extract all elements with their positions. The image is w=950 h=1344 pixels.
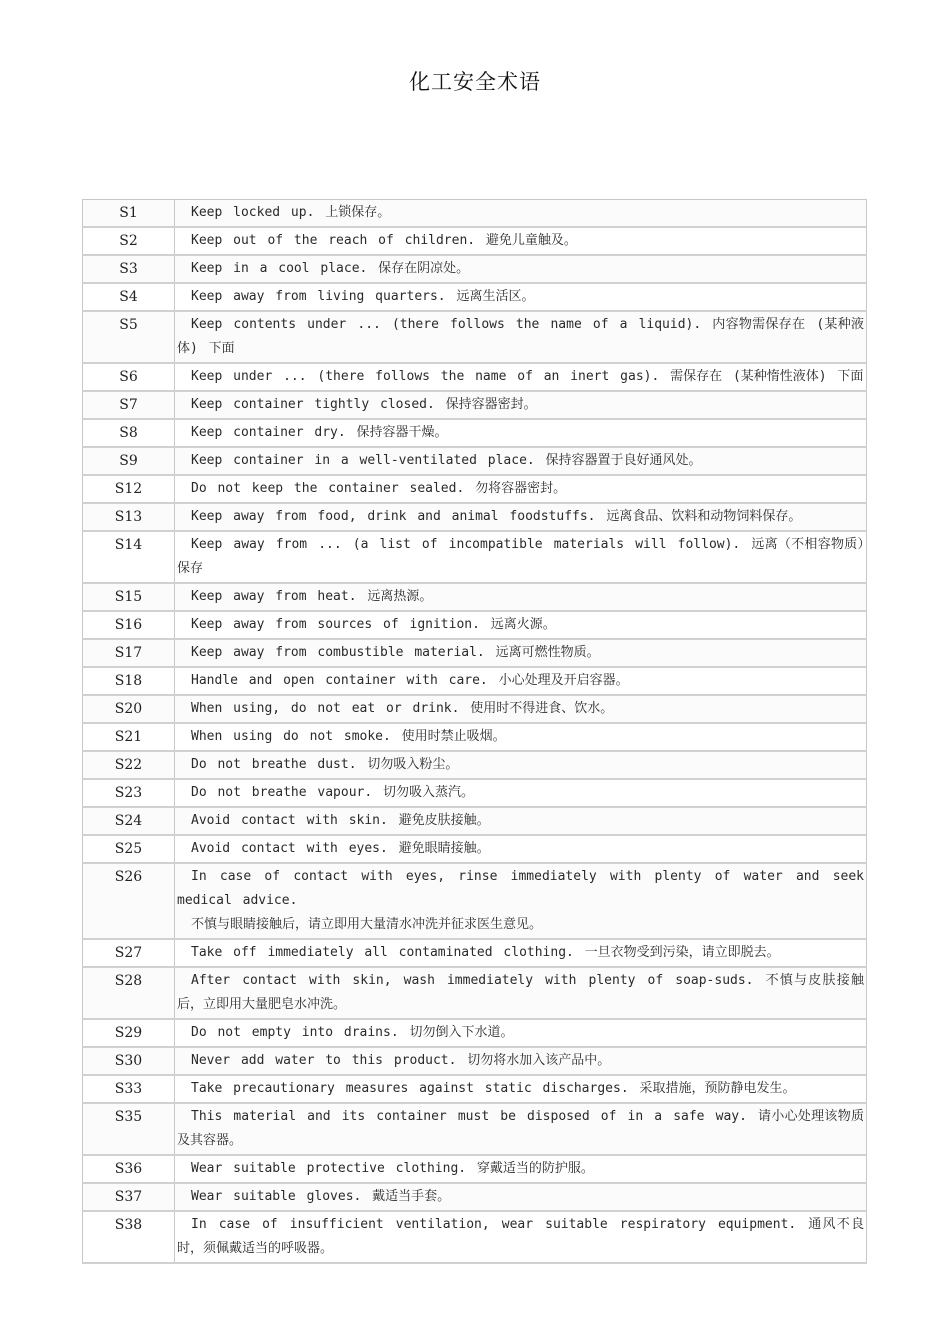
table-row bbox=[83, 1047, 867, 1075]
phrase-code: S22 bbox=[83, 751, 175, 779]
table-row bbox=[83, 967, 867, 1019]
table-row bbox=[83, 227, 867, 255]
phrase-code: S38 bbox=[83, 1211, 175, 1263]
table-row bbox=[83, 531, 867, 583]
table-row bbox=[83, 807, 867, 835]
phrase-text: Keep under ... (there follows the name of an inert gas). 需保存在 (某种惰性液体) 下面 bbox=[191, 369, 864, 384]
phrase-text-cell bbox=[175, 723, 867, 751]
phrase-code: S27 bbox=[83, 939, 175, 967]
table-row bbox=[83, 667, 867, 695]
phrase-text-cell bbox=[175, 1019, 867, 1047]
phrase-text: Do not keep the container sealed. 勿将容器密封。 bbox=[191, 481, 567, 496]
phrase-code: S7 bbox=[83, 391, 175, 419]
phrase-text: Keep in a cool place. 保存在阴凉处。 bbox=[191, 261, 470, 276]
phrase-code: S20 bbox=[83, 695, 175, 723]
phrase-code: S29 bbox=[83, 1019, 175, 1047]
phrase-text-cell bbox=[175, 200, 867, 228]
phrase-text: When using, do not eat or drink. 使用时不得进食、饮水。 bbox=[191, 701, 614, 716]
phrase-text-cell bbox=[175, 1103, 867, 1155]
phrase-text-cell bbox=[175, 939, 867, 967]
phrase-code: S28 bbox=[83, 967, 175, 1019]
phrase-code: S14 bbox=[83, 531, 175, 583]
phrase-text: Keep away from living quarters. 远离生活区。 bbox=[191, 289, 535, 304]
phrase-text: Keep away from sources of ignition. 远离火源。 bbox=[191, 617, 556, 632]
table-row bbox=[83, 779, 867, 807]
phrase-text: Take precautionary measures against static discharges. 采取措施，预防静电发生。 bbox=[191, 1081, 796, 1096]
phrase-text: Keep contents under ... (there follows the name of a liquid). 内容物需保存在 (某种液体) 下面 bbox=[177, 317, 864, 356]
phrase-text: Keep locked up. 上锁保存。 bbox=[191, 205, 391, 220]
phrase-text-cell bbox=[175, 751, 867, 779]
phrase-text: Keep container in a well-ventilated place. 保持容器置于良好通风处。 bbox=[191, 453, 702, 468]
phrase-text-cell bbox=[175, 639, 867, 667]
table-row bbox=[83, 283, 867, 311]
phrase-text-cell bbox=[175, 1183, 867, 1211]
table-row bbox=[83, 583, 867, 611]
phrase-text-cell bbox=[175, 695, 867, 723]
phrase-text: Wear suitable protective clothing. 穿戴适当的防护服。 bbox=[191, 1161, 594, 1176]
table-row bbox=[83, 1075, 867, 1103]
phrase-code: S18 bbox=[83, 667, 175, 695]
phrase-code: S16 bbox=[83, 611, 175, 639]
table-row bbox=[83, 939, 867, 967]
safety-phrase-table-body bbox=[83, 200, 867, 1264]
phrase-text-cell bbox=[175, 391, 867, 419]
table-row bbox=[83, 751, 867, 779]
phrase-text-cell bbox=[175, 863, 867, 939]
phrase-code: S1 bbox=[83, 200, 175, 228]
phrase-text: Keep out of the reach of children. 避免儿童触及。 bbox=[191, 233, 577, 248]
table-row bbox=[83, 447, 867, 475]
phrase-code: S24 bbox=[83, 807, 175, 835]
table-row bbox=[83, 611, 867, 639]
phrase-code: S15 bbox=[83, 583, 175, 611]
phrase-text-cell bbox=[175, 419, 867, 447]
table-row bbox=[83, 695, 867, 723]
table-row bbox=[83, 723, 867, 751]
table-row bbox=[83, 1183, 867, 1211]
phrase-text-cell bbox=[175, 447, 867, 475]
phrase-text: Avoid contact with eyes. 避免眼睛接触。 bbox=[191, 841, 490, 856]
table-row bbox=[83, 1155, 867, 1183]
phrase-code: S35 bbox=[83, 1103, 175, 1155]
phrase-code: S8 bbox=[83, 419, 175, 447]
phrase-text-cell bbox=[175, 1075, 867, 1103]
phrase-text-cell bbox=[175, 807, 867, 835]
page-title: 化工安全术语 bbox=[409, 70, 541, 94]
phrase-text: Do not breathe vapour. 切勿吸入蒸汽。 bbox=[191, 785, 475, 800]
phrase-text-cell bbox=[175, 779, 867, 807]
phrase-code: S3 bbox=[83, 255, 175, 283]
phrase-text-cell bbox=[175, 227, 867, 255]
phrase-text-cell bbox=[175, 255, 867, 283]
phrase-code: S13 bbox=[83, 503, 175, 531]
table-row bbox=[83, 639, 867, 667]
phrase-text: Never add water to this product. 切勿将水加入该产品中。 bbox=[191, 1053, 611, 1068]
phrase-text-cell bbox=[175, 311, 867, 363]
phrase-code: S25 bbox=[83, 835, 175, 863]
safety-phrase-table bbox=[82, 199, 867, 1264]
phrase-text: Wear suitable gloves. 戴适当手套。 bbox=[191, 1189, 451, 1204]
table-row bbox=[83, 835, 867, 863]
phrase-text-cell bbox=[175, 583, 867, 611]
phrase-text: Keep container tightly closed. 保持容器密封。 bbox=[191, 397, 537, 412]
phrase-code: S36 bbox=[83, 1155, 175, 1183]
phrase-text: After contact with skin, wash immediately with plenty of soap-suds. 不慎与皮肤接触后，立即用大量肥皂水冲洗。 bbox=[177, 973, 864, 1012]
phrase-text: Take off immediately all contaminated clothing. 一旦衣物受到污染，请立即脱去。 bbox=[191, 945, 780, 960]
phrase-text: Keep away from food, drink and animal foodstuffs. 远离食品、饮料和动物饲料保存。 bbox=[191, 509, 802, 524]
phrase-text-cell bbox=[175, 1211, 867, 1263]
table-row bbox=[83, 255, 867, 283]
phrase-text: Avoid contact with skin. 避免皮肤接触。 bbox=[191, 813, 490, 828]
phrase-text-cell bbox=[175, 667, 867, 695]
table-row bbox=[83, 363, 867, 391]
table-row bbox=[83, 503, 867, 531]
phrase-text-chinese: 不慎与眼睛接触后，请立即用大量清水冲洗并征求医生意见。 bbox=[191, 917, 543, 932]
phrase-code: S2 bbox=[83, 227, 175, 255]
phrase-text: Do not breathe dust. 切勿吸入粉尘。 bbox=[191, 757, 459, 772]
phrase-code: S12 bbox=[83, 475, 175, 503]
phrase-code: S33 bbox=[83, 1075, 175, 1103]
phrase-text: In case of contact with eyes, rinse immediately with plenty of water and seek medical advice. bbox=[177, 869, 864, 908]
table-row bbox=[83, 391, 867, 419]
phrase-text: Keep away from heat. 远离热源。 bbox=[191, 589, 433, 604]
phrase-text-cell bbox=[175, 283, 867, 311]
phrase-text: Do not empty into drains. 切勿倒入下水道。 bbox=[191, 1025, 514, 1040]
phrase-code: S5 bbox=[83, 311, 175, 363]
table-row bbox=[83, 1103, 867, 1155]
table-row bbox=[83, 863, 867, 939]
phrase-text: This material and its container must be disposed of in a safe way. 请小心处理该物质及其容器。 bbox=[177, 1109, 864, 1148]
phrase-text: Handle and open container with care. 小心处理及开启容器。 bbox=[191, 673, 629, 688]
phrase-text-cell bbox=[175, 475, 867, 503]
phrase-code: S6 bbox=[83, 363, 175, 391]
phrase-text-cell bbox=[175, 967, 867, 1019]
table-row bbox=[83, 311, 867, 363]
phrase-text-cell bbox=[175, 503, 867, 531]
phrase-code: S37 bbox=[83, 1183, 175, 1211]
phrase-text: Keep away from combustible material. 远离可燃性物质。 bbox=[191, 645, 600, 660]
table-row bbox=[83, 1019, 867, 1047]
phrase-text-cell bbox=[175, 363, 867, 391]
phrase-text: When using do not smoke. 使用时禁止吸烟。 bbox=[191, 729, 506, 744]
phrase-text: Keep container dry. 保持容器干燥。 bbox=[191, 425, 448, 440]
table-row bbox=[83, 200, 867, 228]
phrase-code: S26 bbox=[83, 863, 175, 939]
phrase-text-cell bbox=[175, 611, 867, 639]
phrase-code: S21 bbox=[83, 723, 175, 751]
table-row bbox=[83, 1211, 867, 1263]
phrase-code: S23 bbox=[83, 779, 175, 807]
phrase-text-cell bbox=[175, 1047, 867, 1075]
phrase-text-cell bbox=[175, 1155, 867, 1183]
table-row bbox=[83, 419, 867, 447]
phrase-text: In case of insufficient ventilation, wear suitable respiratory equipment. 通风不良时，须佩戴适当的呼吸器。 bbox=[177, 1217, 864, 1256]
phrase-text: Keep away from ... (a list of incompatible materials will follow). 远离（不相容物质）保存 bbox=[177, 537, 864, 576]
phrase-code: S4 bbox=[83, 283, 175, 311]
phrase-text-cell bbox=[175, 835, 867, 863]
phrase-code: S9 bbox=[83, 447, 175, 475]
phrase-text-cell bbox=[175, 531, 867, 583]
phrase-code: S30 bbox=[83, 1047, 175, 1075]
table-row bbox=[83, 475, 867, 503]
phrase-code: S17 bbox=[83, 639, 175, 667]
